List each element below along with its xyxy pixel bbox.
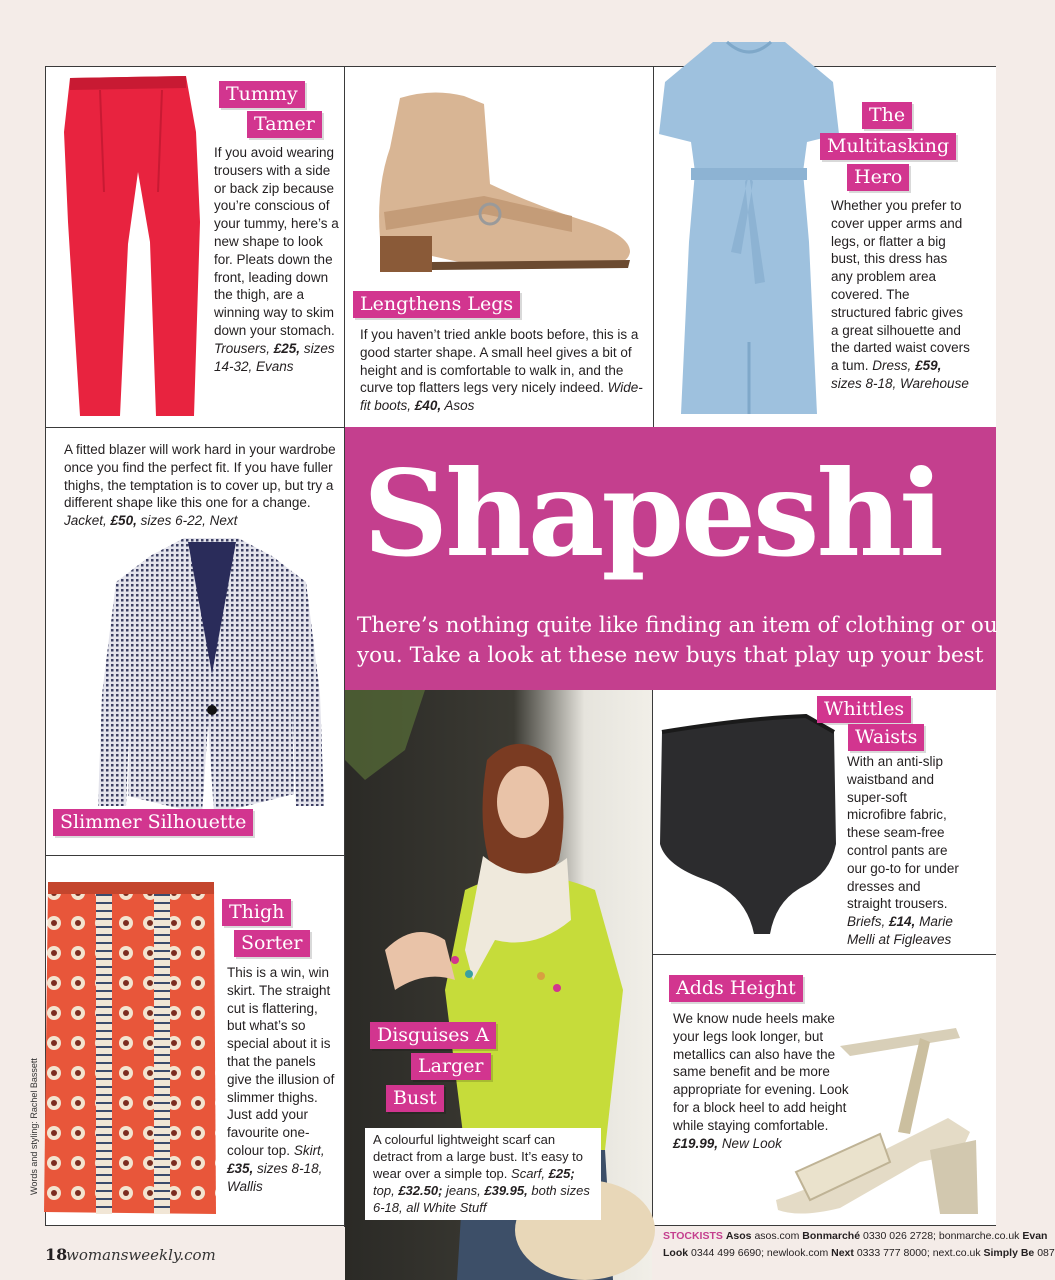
whittles-waists-credit: Briefs, £14, Marie Melli at Figleaves (847, 914, 953, 947)
rule (652, 690, 653, 1226)
blazer-image (96, 534, 326, 826)
slimmer-silhouette-body: A fitted blazer will work hard in your wardrobe once you find the perfect fit. If you have fuller thighs, the temptation is to cover up, but try a different shape like this one for a change. (64, 442, 336, 511)
model-photo (345, 690, 652, 1280)
slimmer-silhouette-credit: Jacket, £50, sizes 6-22, Next (64, 513, 238, 529)
multitasking-hero-body: Whether you prefer to cover upper arms and legs, or flatter a big bust, this dress has any problem area covered. The structured fabric gives a great silhouette and the darted waist covers a tum. (831, 198, 970, 374)
disguises-bust-body: A colourful lightweight scarf can detract from a large bust. It’s easy to wear over a simple top. (373, 1132, 584, 1181)
tummy-tamer-label: Tamer (247, 111, 322, 138)
thigh-sorter-copy (227, 964, 337, 1195)
thigh-sorter-label: Thigh (222, 899, 291, 926)
rule (45, 427, 345, 428)
site-url[interactable]: womansweekly.com (66, 1246, 216, 1264)
slimmer-silhouette-label: Slimmer Silhouette (53, 809, 253, 836)
disguises-bust-label: Disguises A (370, 1022, 496, 1049)
briefs-image (658, 714, 840, 936)
adds-height-credit: £19.99, New Look (673, 1135, 782, 1151)
lengthens-legs-body: If you haven’t tried ankle boots before, this is a good starter shape. A small heel gives a bit of height and is comfortable to walk in, and the curve top flatters legs very nicely indeed. (360, 327, 639, 396)
tummy-tamer-copy (214, 144, 342, 375)
tummy-tamer-credit: Trousers, £25, sizes 14-32, Evans (214, 340, 335, 374)
disguises-bust-label: Larger (411, 1053, 491, 1080)
hero-banner (345, 427, 996, 690)
tummy-tamer-body: If you avoid wearing trousers with a side or back zip because you’re conscious of your tummy, here’s a new shape to look for. Pleats down the front, leading down the thigh, are a winning way to skim down your stomach. (214, 145, 339, 338)
adds-height-label: Adds Height (669, 975, 803, 1002)
stockists-line: Look 0344 499 6690; newlook.com Next 0333 777 8000; next.co.uk Simply Be 087 (663, 1247, 1055, 1259)
rule (45, 855, 345, 856)
stockists-line: STOCKISTS Asos asos.com Bonmarché 0330 026 2728; bonmarche.co.uk Evan (663, 1230, 1048, 1242)
page-number: 18 (45, 1245, 68, 1264)
lengthens-legs-copy (360, 326, 650, 415)
adds-height-body: We know nude heels make your legs look longer, but metallics can also have the same benefit and be more appropriate for evening. Look for a block heel to add height while staying comfortable. (673, 1011, 849, 1133)
whittles-waists-copy (847, 753, 967, 949)
lengthens-legs-label: Lengthens Legs (353, 291, 520, 318)
thigh-sorter-body: This is a win, win skirt. The straight cut is flattering, but what’s so special about it is that the panels give the illusion of slimmer thighs. Just add your favourite one-colour top. (227, 965, 335, 1158)
multitasking-hero-credit: Dress, £59, sizes 8-18, Warehouse (831, 358, 969, 391)
trousers-image (58, 72, 208, 422)
ankle-boot-image (372, 88, 634, 274)
thigh-sorter-credit: Skirt, £35, sizes 8-18, Wallis (227, 1142, 325, 1194)
thigh-sorter-label: Sorter (234, 930, 310, 957)
rule (652, 954, 996, 955)
dress-image (657, 42, 841, 416)
adds-height-copy (673, 1010, 855, 1152)
rule (653, 66, 654, 427)
disguises-bust-credit: Scarf, £25; top, £32.50; jeans, £39.95, both sizes 6-18, all White Stuff (373, 1166, 590, 1215)
multitasking-hero-label: Multitasking (820, 133, 956, 160)
stockists (663, 1228, 1055, 1262)
rule (344, 66, 345, 427)
whittles-waists-label: Waists (848, 724, 924, 751)
whittles-waists-body: With an anti-slip waistband and super-soft microfibre fabric, these seam-free control pants are our go-to for under dresses and straight trousers. (847, 754, 959, 912)
hero-subtitle-line: There’s nothing quite like finding an item of clothing or ou (357, 613, 998, 638)
rule (45, 66, 996, 67)
multitasking-hero-label: Hero (847, 164, 909, 191)
hero-subtitle-line: you. Take a look at these new buys that play up your best (357, 643, 984, 668)
lengthens-legs-credit: Wide-fit boots, £40, Asos (360, 380, 643, 414)
hero-subtitle (357, 611, 998, 671)
disguises-bust-copy (365, 1128, 601, 1220)
disguises-bust-label: Bust (386, 1085, 444, 1112)
tummy-tamer-label: Tummy (219, 81, 305, 108)
hero-title: Shapeshi (363, 444, 942, 583)
skirt-image (42, 878, 218, 1218)
side-credit: Words and styling: Rachel Bassett (29, 1058, 39, 1195)
whittles-waists-label: Whittles (817, 696, 911, 723)
multitasking-hero-label: The (862, 102, 912, 129)
multitasking-hero-copy (831, 197, 971, 393)
slimmer-silhouette-copy (64, 441, 336, 530)
